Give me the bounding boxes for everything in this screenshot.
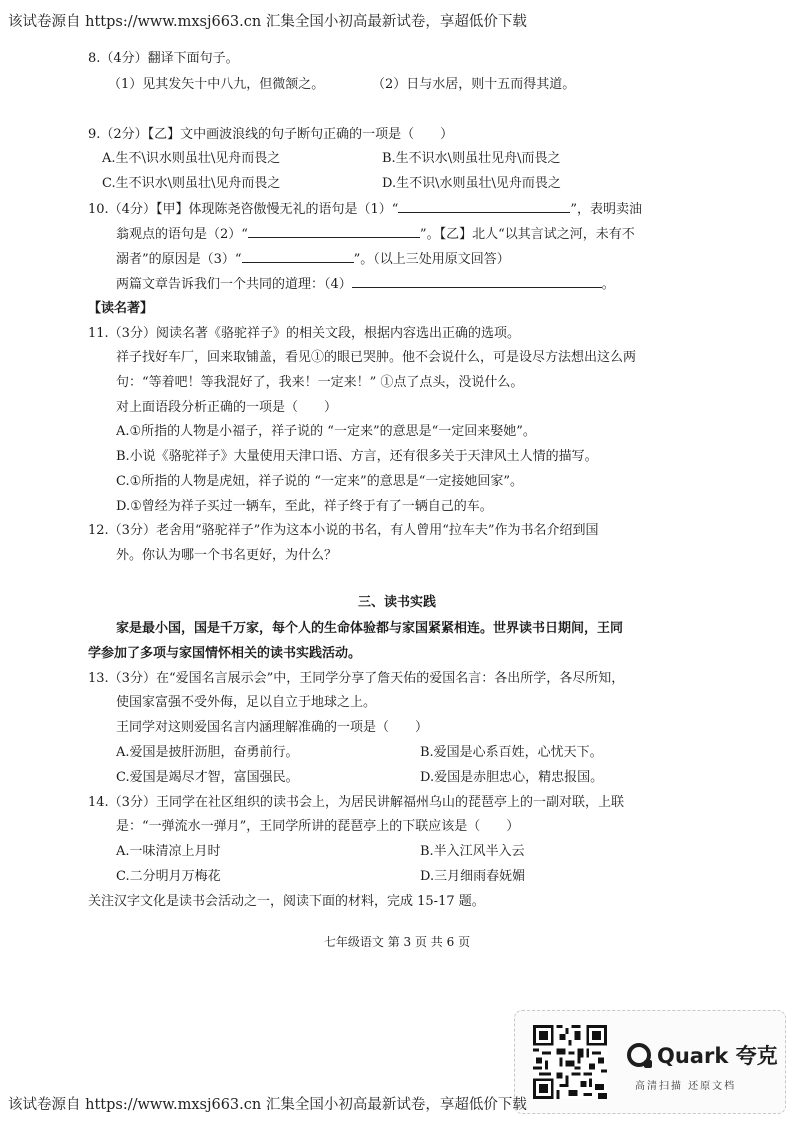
q10-line-3-text: 溺者”的原因是（3）“ <box>116 252 242 267</box>
q10-blank-1 <box>398 200 570 213</box>
qr-code-icon <box>533 1025 607 1099</box>
q10-line-2-text: 翁观点的语句是（2）“ <box>116 227 248 242</box>
q10-line-4 <box>116 275 615 294</box>
q14-line-1: 14.（3分）王同学在社区组织的读书会上，为居民讲解福州乌山的琵琶亭上的一副对联，上联 <box>88 795 624 810</box>
quark-logo <box>627 1041 778 1069</box>
q10-blank-4 <box>352 275 602 288</box>
q13-line-2: 使国家富强不受外侮，足以自立于地球之上。 <box>116 695 377 710</box>
q15-intro: 关注汉字文化是读书会活动之一，阅读下面的材料，完成 15-17 题。 <box>88 894 485 909</box>
q11-passage-2: 句：“等着吧！等我混好了，我来！一定来！” ①点了点头，没说什么。 <box>116 375 524 390</box>
quark-logo-icon <box>627 1043 651 1067</box>
q12-line-1: 12.（3分）老舍用“骆驼祥子”作为这本小说的书名，有人曾用“拉车夫”作为书名介绍到国 <box>88 523 599 538</box>
q13-option-d: D.爱国是赤胆忠心，精忠报国。 <box>420 770 604 785</box>
q13-option-a: A.爱国是披肝沥胆，奋勇前行。 <box>116 745 299 760</box>
q8-title: 8.（4分）翻译下面句子。 <box>88 51 239 66</box>
source-header: 该试卷源自 https://www.mxsj663.cn 汇集全国小初高最新试卷，享超低价下载 <box>8 14 527 30</box>
section-3-intro-2: 学参加了多项与家国情怀相关的读书实践活动。 <box>88 646 362 661</box>
q11-option-c: C.①所指的人物是虎妞，祥子说的 “一定来”的意思是“一定接她回家”。 <box>116 474 523 489</box>
q8-sentence-1: （1）见其发矢十中八九，但微颔之。 <box>108 77 325 92</box>
q9-option-b: B.生不识水\则虽壮见舟\而畏之 <box>382 151 561 166</box>
section-3-title: 三、读书实践 <box>357 595 436 610</box>
q13-line-1: 13.（3分）在“爱国名言展示会”中，王同学分享了詹天佑的爱国名言：各出所学，各尽所知， <box>88 671 625 686</box>
q11-title: 11.（3分）阅读名著《骆驼祥子》的相关文段，根据内容选出正确的选项。 <box>88 326 520 341</box>
q13-option-c: C.爱国是竭尽才智，富国强民。 <box>116 770 299 785</box>
q14-option-b: B.半入江风半入云 <box>420 844 525 859</box>
q13-option-b: B.爱国是心系百姓，心忧天下。 <box>420 745 603 760</box>
q13-stem: 王同学对这则爱国名言内涵理解准确的一项是（ ） <box>116 720 429 735</box>
q8-sentence-2: （2）日与水居，则十五而得其道。 <box>372 77 576 92</box>
q10-blank-2 <box>248 225 420 238</box>
page-footer: 七年级语文 第 3 页 共 6 页 <box>323 935 471 949</box>
q11-option-b: B.小说《骆驼祥子》大量使用天津口语、方言，还有很多关于天津风土人情的描写。 <box>116 449 598 464</box>
q14-option-d: D.三月细雨春妩媚 <box>420 869 526 884</box>
q14-option-a: A.一味清凉上月时 <box>116 844 221 859</box>
section-reading-classics: 【读名著】 <box>88 301 154 316</box>
q10-line-2-tail: ”。【乙】北人“以其言试之河，未有不 <box>419 227 635 242</box>
q10-line-3-tail: ”。（以上三处用原文回答） <box>353 252 510 267</box>
q9-option-a: A.生不\识水则虽壮\见舟而畏之 <box>102 151 281 166</box>
q11-option-a: A.①所指的人物是小福子，祥子说的 “一定来”的意思是“一定回来娶她”。 <box>116 424 536 439</box>
q10-line-4-tail: 。 <box>601 277 615 292</box>
q10-line-2 <box>116 225 635 244</box>
q11-stem: 对上面语段分析正确的一项是（ ） <box>116 400 338 415</box>
q10-line-3 <box>116 250 510 269</box>
quark-slogan: 高清扫描 还原文档 <box>635 1081 737 1092</box>
source-footer: 该试卷源自 https://www.mxsj663.cn 汇集全国小初高最新试卷，享超低价下载 <box>8 1097 527 1113</box>
q10-line-1-tail: ”，表明卖油 <box>570 202 643 217</box>
q14-line-2: 是：“一弹流水一弹月”，王同学所讲的琵琶亭上的下联应该是（ ） <box>116 819 520 834</box>
q12-line-2: 外。你认为哪一个书名更好，为什么？ <box>116 548 338 563</box>
q9-title: 9.（2分）【乙】文中画波浪线的句子断句正确的一项是（ ） <box>88 127 454 142</box>
q10-line-1 <box>88 200 642 219</box>
q14-option-c: C.二分明月万梅花 <box>116 869 221 884</box>
q10-blank-3 <box>242 250 354 263</box>
q11-passage-1: 祥子找好车厂，回来取铺盖，看见①的眼已哭肿。他不会说什么，可是设尽方法想出这么两 <box>116 350 637 365</box>
section-3-intro-1: 家是最小国，国是千万家，每个人的生命体验都与家国紧紧相连。世界读书日期间，王同 <box>116 621 624 636</box>
q10-line-1-text: 10.（4分）【甲】体现陈尧咨傲慢无礼的语句是（1）“ <box>88 202 399 217</box>
q10-line-4-text: 两篇文章告诉我们一个共同的道理：（4） <box>116 277 352 292</box>
quark-watermark <box>514 1010 786 1114</box>
q9-option-d: D.生不识\水则虽壮\见舟而畏之 <box>382 176 561 191</box>
q9-option-c: C.生不识水\则虽壮\见舟而畏之 <box>102 176 281 191</box>
q11-option-d: D.①曾经为祥子买过一辆车，至此，祥子终于有了一辆自己的车。 <box>116 499 493 514</box>
quark-brand-text: Quark 夸克 <box>657 1044 778 1068</box>
